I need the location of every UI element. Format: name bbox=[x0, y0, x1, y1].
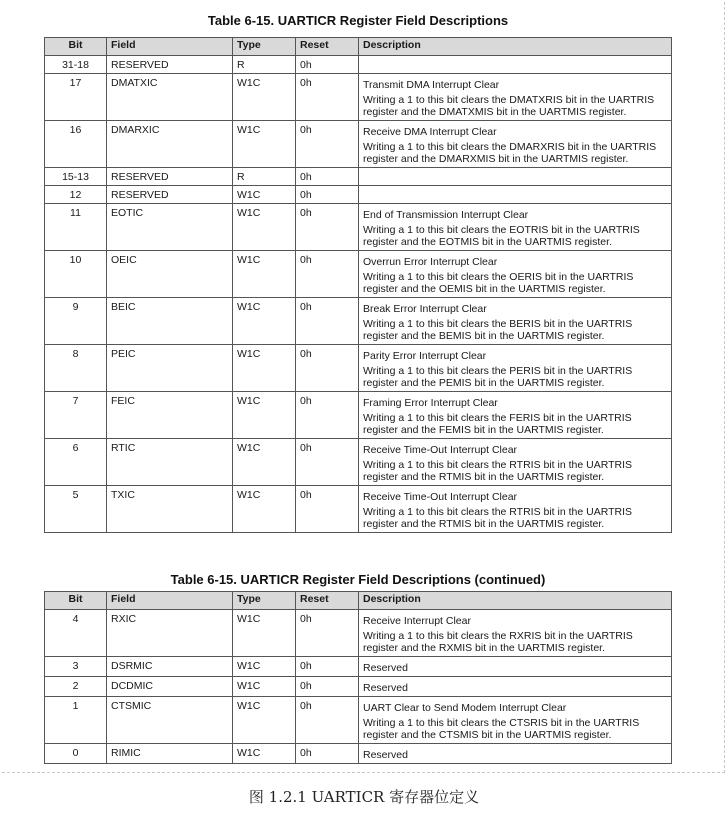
type-cell: W1C bbox=[233, 697, 296, 744]
field-cell: PEIC bbox=[107, 345, 233, 392]
description-cell bbox=[359, 168, 672, 186]
header-reset: Reset bbox=[296, 592, 359, 610]
reset-cell: 0h bbox=[296, 392, 359, 439]
header-type: Type bbox=[233, 592, 296, 610]
header-type: Type bbox=[233, 38, 296, 56]
reset-cell: 0h bbox=[296, 486, 359, 533]
description-cell bbox=[359, 677, 672, 697]
field-cell: RESERVED bbox=[107, 168, 233, 186]
header-reset: Reset bbox=[296, 38, 359, 56]
table-title-continued: Table 6-15. UARTICR Register Field Descriptions (continued) bbox=[170, 572, 546, 587]
field-cell: BEIC bbox=[107, 298, 233, 345]
bit-cell: 8 bbox=[45, 345, 107, 392]
type-cell: W1C bbox=[233, 121, 296, 168]
header-bit: Bit bbox=[45, 592, 107, 610]
register-table bbox=[44, 37, 672, 533]
type-cell: W1C bbox=[233, 610, 296, 657]
description-cell bbox=[359, 186, 672, 204]
description-title: Parity Error Interrupt Clear bbox=[363, 350, 487, 362]
table-row bbox=[45, 677, 672, 697]
description-cell bbox=[359, 74, 672, 121]
field-cell: DCDMIC bbox=[107, 677, 233, 697]
table-row bbox=[45, 345, 672, 392]
table-row bbox=[45, 186, 672, 204]
bit-cell: 15-13 bbox=[45, 168, 107, 186]
table-row bbox=[45, 392, 672, 439]
type-cell: W1C bbox=[233, 251, 296, 298]
bit-cell: 6 bbox=[45, 439, 107, 486]
description-text: Writing a 1 to this bit clears the PERIS bit in the UARTRIS register and the PEMIS bit in the UARTMIS register. bbox=[363, 365, 633, 389]
field-cell: DMARXIC bbox=[107, 121, 233, 168]
field-cell: RESERVED bbox=[107, 186, 233, 204]
description-text: Writing a 1 to this bit clears the FERIS bit in the UARTRIS register and the FEMIS bit in the UARTMIS register. bbox=[363, 412, 632, 436]
type-cell: W1C bbox=[233, 392, 296, 439]
reset-cell: 0h bbox=[296, 439, 359, 486]
bit-cell: 0 bbox=[45, 744, 107, 764]
type-cell: W1C bbox=[233, 657, 296, 677]
description-title: Transmit DMA Interrupt Clear bbox=[363, 79, 500, 91]
description-title: Reserved bbox=[363, 682, 408, 694]
field-cell: TXIC bbox=[107, 486, 233, 533]
header-description: Description bbox=[359, 592, 672, 610]
table-row bbox=[45, 298, 672, 345]
table-row bbox=[45, 251, 672, 298]
table-row bbox=[45, 744, 672, 764]
figure-caption: 图 1.2.1 UARTICR 寄存器位定义 bbox=[248, 788, 480, 806]
description-text: Writing a 1 to this bit clears the BERIS bit in the UARTRIS register and the BEMIS bit in the UARTMIS register. bbox=[363, 318, 633, 342]
type-cell: W1C bbox=[233, 345, 296, 392]
bit-cell: 10 bbox=[45, 251, 107, 298]
description-title: Break Error Interrupt Clear bbox=[363, 303, 487, 315]
table-row bbox=[45, 56, 672, 74]
bit-cell: 1 bbox=[45, 697, 107, 744]
description-text: Writing a 1 to this bit clears the OERIS bit in the UARTRIS register and the OEMIS bit in the UARTMIS register. bbox=[363, 271, 634, 295]
reset-cell: 0h bbox=[296, 186, 359, 204]
field-cell: RIMIC bbox=[107, 744, 233, 764]
description-cell bbox=[359, 56, 672, 74]
field-cell: RTIC bbox=[107, 439, 233, 486]
bit-cell: 7 bbox=[45, 392, 107, 439]
description-cell bbox=[359, 392, 672, 439]
description-cell bbox=[359, 121, 672, 168]
field-cell: DSRMIC bbox=[107, 657, 233, 677]
bit-cell: 9 bbox=[45, 298, 107, 345]
field-cell: EOTIC bbox=[107, 204, 233, 251]
description-cell bbox=[359, 486, 672, 533]
reset-cell: 0h bbox=[296, 697, 359, 744]
table-title: Table 6-15. UARTICR Register Field Descriptions bbox=[207, 13, 509, 28]
type-cell: W1C bbox=[233, 744, 296, 764]
description-title: Receive Time-Out Interrupt Clear bbox=[363, 491, 518, 503]
bit-cell: 2 bbox=[45, 677, 107, 697]
description-title: Receive Interrupt Clear bbox=[363, 615, 471, 627]
reset-cell: 0h bbox=[296, 610, 359, 657]
table-row bbox=[45, 204, 672, 251]
field-cell: CTSMIC bbox=[107, 697, 233, 744]
register-table-continued bbox=[44, 591, 672, 764]
description-cell bbox=[359, 439, 672, 486]
description-cell bbox=[359, 204, 672, 251]
description-title: Framing Error Interrupt Clear bbox=[363, 397, 498, 409]
table-row bbox=[45, 657, 672, 677]
type-cell: W1C bbox=[233, 74, 296, 121]
header-field: Field bbox=[107, 592, 233, 610]
description-text: Writing a 1 to this bit clears the RTRIS bit in the UARTRIS register and the RTMIS bit in the UARTMIS register. bbox=[363, 506, 633, 530]
field-cell: RESERVED bbox=[107, 56, 233, 74]
type-cell: W1C bbox=[233, 677, 296, 697]
bit-cell: 16 bbox=[45, 121, 107, 168]
description-cell bbox=[359, 298, 672, 345]
bit-cell: 5 bbox=[45, 486, 107, 533]
header-bit: Bit bbox=[45, 38, 107, 56]
type-cell: W1C bbox=[233, 298, 296, 345]
type-cell: R bbox=[233, 56, 296, 74]
reset-cell: 0h bbox=[296, 56, 359, 74]
field-cell: RXIC bbox=[107, 610, 233, 657]
bit-cell: 17 bbox=[45, 74, 107, 121]
bit-cell: 11 bbox=[45, 204, 107, 251]
description-title: Reserved bbox=[363, 662, 408, 674]
description-title: UART Clear to Send Modem Interrupt Clear bbox=[363, 702, 567, 714]
table-row bbox=[45, 168, 672, 186]
table-row bbox=[45, 486, 672, 533]
reset-cell: 0h bbox=[296, 744, 359, 764]
description-text: Writing a 1 to this bit clears the EOTRIS bit in the UARTRIS register and the EOTMIS bit in the UARTMIS register. bbox=[363, 224, 640, 248]
type-cell: W1C bbox=[233, 186, 296, 204]
table-row bbox=[45, 610, 672, 657]
description-title: Reserved bbox=[363, 749, 408, 761]
field-cell: DMATXIC bbox=[107, 74, 233, 121]
description-title: End of Transmission Interrupt Clear bbox=[363, 209, 529, 221]
bit-cell: 3 bbox=[45, 657, 107, 677]
description-title: Receive DMA Interrupt Clear bbox=[363, 126, 497, 138]
table-row bbox=[45, 74, 672, 121]
header-field: Field bbox=[107, 38, 233, 56]
type-cell: W1C bbox=[233, 439, 296, 486]
description-text: Writing a 1 to this bit clears the DMARXRIS bit in the UARTRIS register and the DMARXMIS bit in the UARTMIS register. bbox=[363, 141, 657, 165]
type-cell: W1C bbox=[233, 486, 296, 533]
bit-cell: 31-18 bbox=[45, 56, 107, 74]
reset-cell: 0h bbox=[296, 345, 359, 392]
description-title: Receive Time-Out Interrupt Clear bbox=[363, 444, 518, 456]
bit-cell: 12 bbox=[45, 186, 107, 204]
reset-cell: 0h bbox=[296, 298, 359, 345]
description-title: Overrun Error Interrupt Clear bbox=[363, 256, 498, 268]
description-text: Writing a 1 to this bit clears the RXRIS bit in the UARTRIS register and the RXMIS bit in the UARTMIS register. bbox=[363, 630, 633, 654]
type-cell: W1C bbox=[233, 204, 296, 251]
reset-cell: 0h bbox=[296, 204, 359, 251]
description-text: Writing a 1 to this bit clears the RTRIS bit in the UARTRIS register and the RTMIS bit in the UARTMIS register. bbox=[363, 459, 633, 483]
field-cell: FEIC bbox=[107, 392, 233, 439]
reset-cell: 0h bbox=[296, 74, 359, 121]
reset-cell: 0h bbox=[296, 121, 359, 168]
description-text: Writing a 1 to this bit clears the DMATXRIS bit in the UARTRIS register and the DMATXMIS bit in the UARTMIS register. bbox=[363, 94, 655, 118]
description-cell bbox=[359, 251, 672, 298]
description-cell bbox=[359, 345, 672, 392]
description-cell bbox=[359, 610, 672, 657]
field-cell: OEIC bbox=[107, 251, 233, 298]
reset-cell: 0h bbox=[296, 251, 359, 298]
bit-cell: 4 bbox=[45, 610, 107, 657]
reset-cell: 0h bbox=[296, 168, 359, 186]
type-cell: R bbox=[233, 168, 296, 186]
table-row bbox=[45, 697, 672, 744]
description-cell bbox=[359, 744, 672, 764]
header-description: Description bbox=[359, 38, 672, 56]
table-row bbox=[45, 439, 672, 486]
table-row bbox=[45, 121, 672, 168]
reset-cell: 0h bbox=[296, 657, 359, 677]
description-cell bbox=[359, 697, 672, 744]
description-cell bbox=[359, 657, 672, 677]
description-text: Writing a 1 to this bit clears the CTSRIS bit in the UARTRIS register and the CTSMIS bit in the UARTMIS register. bbox=[363, 717, 640, 741]
reset-cell: 0h bbox=[296, 677, 359, 697]
